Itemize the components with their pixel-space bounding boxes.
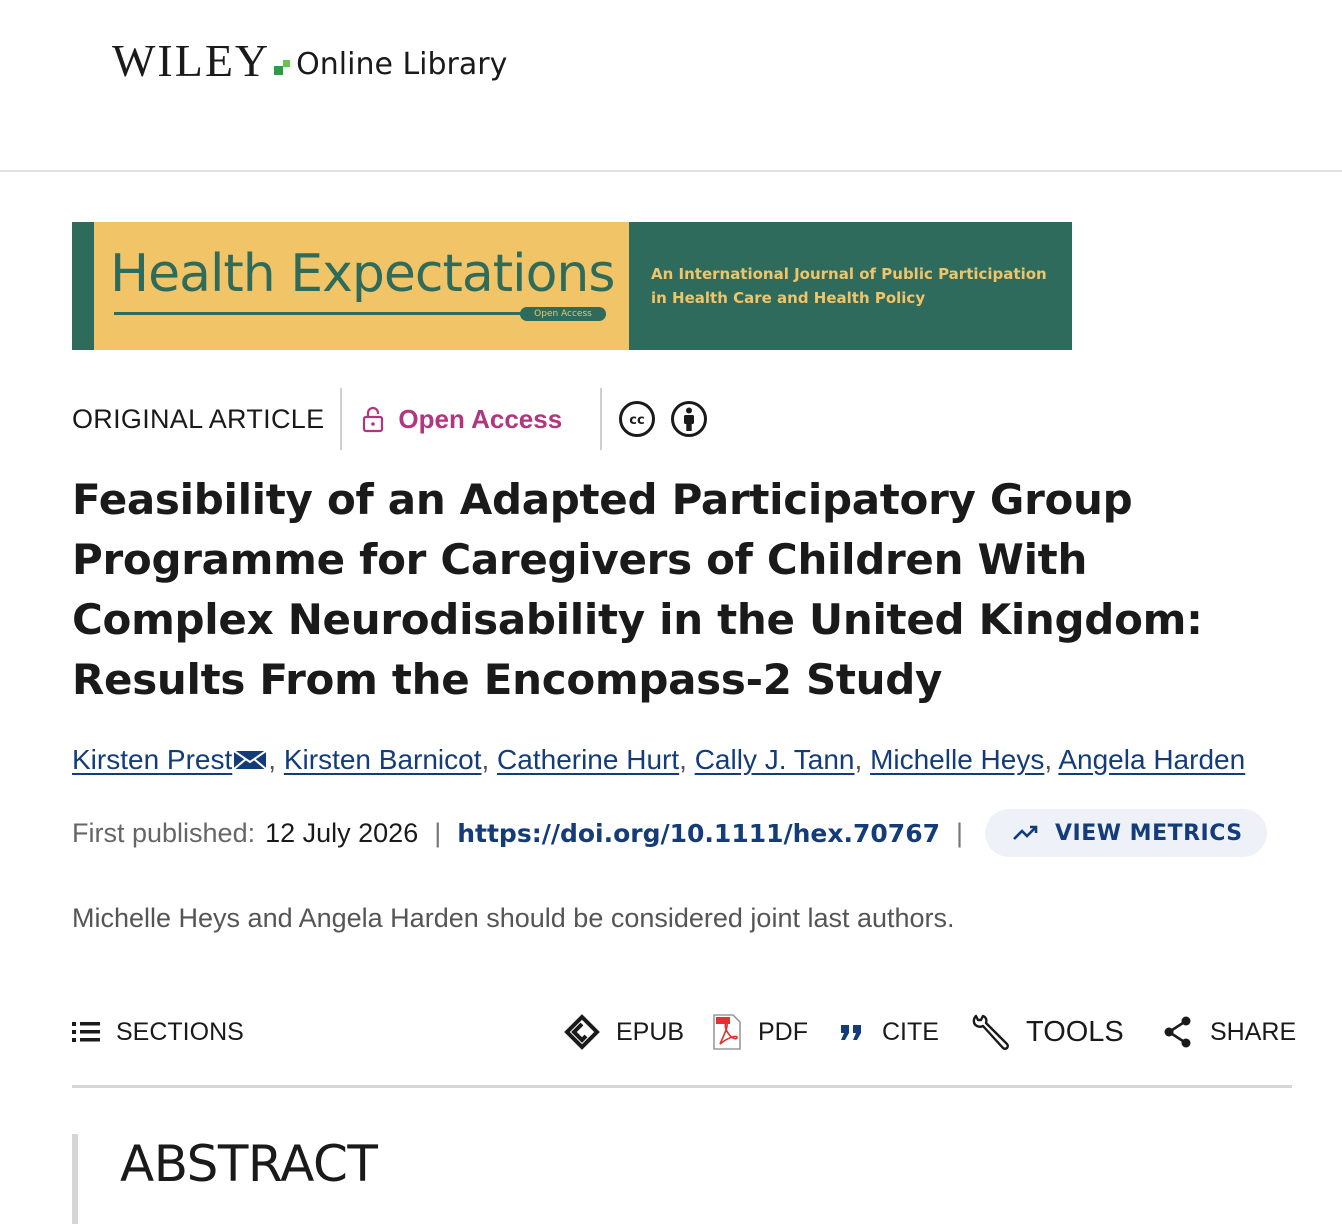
author-link[interactable]: Michelle Heys [870, 744, 1045, 775]
cite-label: CITE [882, 1017, 939, 1046]
banner-tagline-panel [629, 222, 1072, 350]
cite-button[interactable] [838, 1012, 939, 1052]
divider: | [956, 817, 964, 848]
open-access-badge: Open Access [520, 307, 606, 321]
sections-button[interactable] [72, 1012, 244, 1052]
logo-square-icon [274, 60, 290, 76]
article-toolbar [72, 1002, 1297, 1088]
pdf-label: PDF [758, 1017, 808, 1046]
author-link[interactable]: Kirsten Barnicot [283, 744, 482, 775]
publication-info [72, 808, 1267, 858]
abstract-section [72, 1134, 972, 1224]
abstract-heading: ABSTRACT [120, 1135, 378, 1193]
quote-icon [838, 1021, 866, 1043]
journal-title: Health Expectations [110, 244, 615, 304]
share-button[interactable] [1162, 1012, 1296, 1052]
sections-label: SECTIONS [116, 1017, 244, 1046]
epub-button[interactable] [564, 1012, 684, 1052]
pdf-button[interactable] [712, 1012, 808, 1052]
logo-product: Online Library [296, 47, 508, 82]
author-list: Kirsten Prest , Kirsten Barnicot, Catherine Hurt, Cally J. Tann, Michelle Heys, Angela Harden [72, 744, 1246, 775]
attribution-icon[interactable] [670, 400, 708, 438]
site-header [0, 0, 1342, 172]
journal-tagline [651, 262, 1071, 310]
author-link[interactable]: Catherine Hurt [497, 744, 680, 775]
divider: | [434, 817, 442, 848]
article-title: Feasibility of an Adapted Participatory Group Programme for Caregivers of Children With Complex Neurodisability in the United Kingdom: Results From the Encompass-2 Study [72, 475, 1203, 704]
wiley-online-library-logo[interactable] [112, 35, 508, 86]
lock-open-icon [362, 405, 384, 433]
share-label: SHARE [1210, 1017, 1297, 1046]
creative-commons-icon[interactable] [618, 400, 656, 438]
list-icon [72, 1020, 100, 1044]
banner-title-panel [72, 222, 629, 350]
epub-label: EPUB [616, 1017, 685, 1046]
article-type: ORIGINAL ARTICLE [72, 388, 342, 450]
journal-banner[interactable] [72, 222, 1072, 350]
wrench-icon [970, 1012, 1010, 1052]
logo-brand: WILEY [112, 35, 271, 86]
open-access-label: Open Access [398, 403, 563, 434]
view-metrics-label: VIEW METRICS [1055, 820, 1243, 846]
author-link[interactable]: Cally J. Tann [694, 744, 855, 775]
article-meta-row [72, 388, 722, 450]
doi-link[interactable]: https://doi.org/10.1111/hex.70767 [457, 818, 940, 848]
trending-up-icon [1011, 823, 1041, 843]
license-icons[interactable] [602, 388, 722, 450]
share-icon [1162, 1015, 1194, 1049]
banner-stripe [72, 222, 94, 350]
joint-authorship-note: Michelle Heys and Angela Harden should be considered joint last authors. [72, 903, 955, 933]
first-published-date: 12 July 2026 [265, 817, 419, 848]
envelope-icon[interactable] [232, 748, 268, 772]
epub-icon [564, 1014, 600, 1050]
tagline-line-1: An International Journal of Public Participation [651, 265, 1047, 283]
pdf-file-icon [712, 1013, 742, 1051]
author-link[interactable]: Kirsten Prest [72, 744, 233, 775]
tagline-line-2: in Health Care and Health Policy [651, 289, 926, 307]
tools-label: TOOLS [1026, 1015, 1124, 1048]
svg-text:cc: cc [629, 413, 645, 428]
tools-button[interactable] [970, 1012, 1124, 1052]
author-link[interactable]: Angela Harden [1058, 744, 1246, 775]
open-access-indicator [342, 388, 602, 450]
first-published-label: First published: [72, 817, 256, 848]
view-metrics-button[interactable] [985, 809, 1267, 857]
